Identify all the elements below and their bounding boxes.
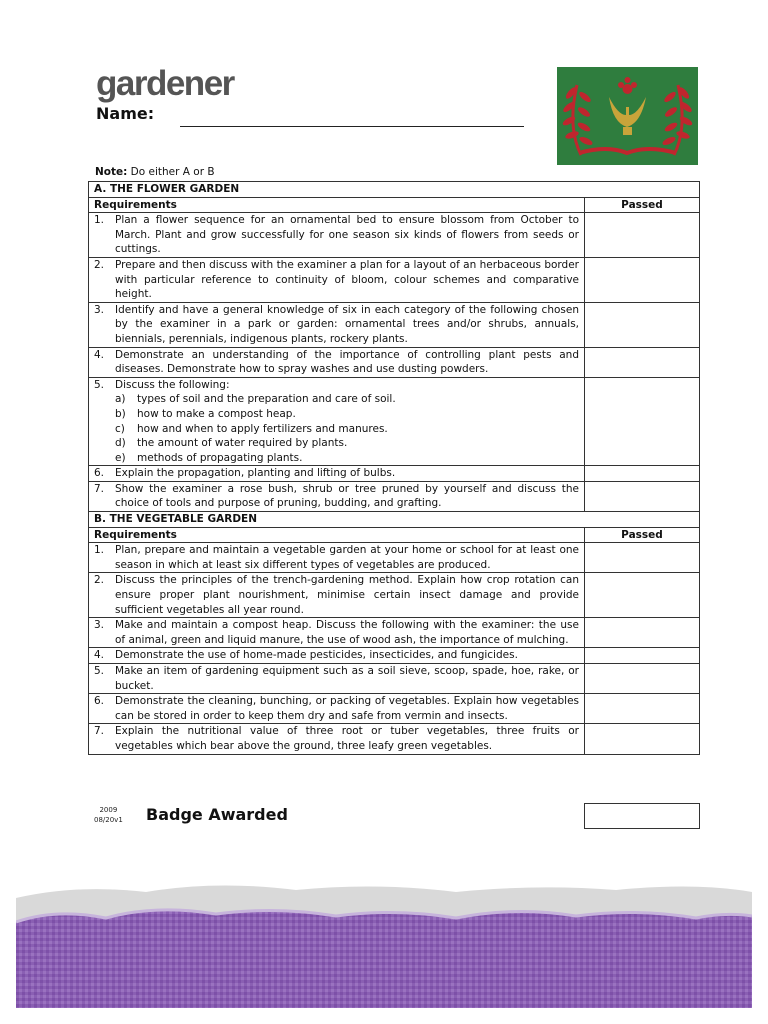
version-stamp [94,805,123,825]
sub-item-letter: b) [115,407,126,420]
requirement-number: 4. [94,649,105,662]
requirement-row [89,302,700,347]
requirement-row [89,648,700,664]
sub-item-text: types of soil and the preparation and care of soil. [137,393,396,406]
passed-cell[interactable] [585,466,700,482]
passed-cell[interactable] [585,302,700,347]
requirement-text: Make an item of gardening equipment such as a soil sieve, scoop, spade, hoe, rake, or bucket. [115,665,579,692]
sub-item-text: how to make a compost heap. [137,407,296,420]
name-label: Name: [96,104,155,123]
passed-header: Passed [585,527,700,543]
passed-cell[interactable] [585,257,700,302]
requirements-header: Requirements [89,527,585,543]
requirement-text: Explain the propagation, planting and lifting of bulbs. [115,467,396,480]
requirement-cell [89,377,585,466]
requirement-text: Plan a flower sequence for an ornamental bed to ensure blossom from October to March. Plant and grow successfully for one season six kinds of flowers from seeds or cuttings. [115,214,579,256]
header-row [89,527,700,543]
passed-cell[interactable] [585,481,700,511]
requirement-number: 1. [94,544,105,557]
requirement-row [89,618,700,648]
requirement-text: Identify and have a general knowledge of six in each category of the following chosen by the examiner in a park or garden: ornamental trees and/or shrubs, annuals, biennials, perennials, indigenous plants, rockery plants. [115,303,579,345]
version-code: 08/20v1 [94,816,123,824]
requirement-text: Plan, prepare and maintain a vegetable garden at your home or school for at least one season in which at least six different types of vegetables are produced. [115,544,579,571]
sub-item-letter: e) [115,451,126,464]
requirement-text: Show the examiner a rose bush, shrub or tree pruned by yourself and discuss the choice of tools and purpose of pruning, budding, and grafting. [115,482,579,510]
passed-cell[interactable] [585,573,700,618]
badge-awarded-box[interactable] [584,803,700,829]
requirement-number: 4. [94,348,105,361]
note [95,166,215,178]
passed-cell[interactable] [585,648,700,664]
requirement-row [89,573,700,618]
requirement-number: 1. [94,214,105,227]
requirement-number: 6. [94,695,105,708]
requirement-cell [89,618,585,648]
requirement-text: Prepare and then discuss with the examiner a plan for a layout of an herbaceous border with particular reference to continuity of bloom, colour schemes and comparative height. [115,258,579,301]
passed-cell[interactable] [585,724,700,754]
passed-cell[interactable] [585,543,700,573]
sub-item-text: the amount of water required by plants. [137,437,348,450]
requirement-number: 2. [94,258,105,271]
requirement-row [89,213,700,258]
sub-item [115,451,579,466]
badge-flag-icon [557,67,698,165]
requirement-cell [89,724,585,754]
note-text: Do either A or B [127,166,215,178]
requirement-text: Make and maintain a compost heap. Discuss the following with the examiner: the use of animal, green and liquid manure, the use of wood ash, the importance of mulching. [115,619,579,646]
sub-item-letter: a) [115,393,126,406]
name-field-line[interactable] [180,126,524,127]
requirement-row [89,347,700,377]
sub-item [115,407,579,422]
requirement-row [89,377,700,466]
passed-cell[interactable] [585,694,700,724]
passed-header: Passed [585,197,700,213]
requirement-number: 5. [94,665,105,677]
requirement-number: 2. [94,574,105,587]
sub-item-letter: d) [115,437,126,450]
passed-cell[interactable] [585,347,700,377]
requirement-cell [89,573,585,618]
section-title-row [89,182,700,198]
requirement-cell [89,694,585,724]
requirement-cell [89,481,585,511]
requirement-text: Explain the nutritional value of three root or tuber vegetables, three fruits or vegetables which bear above the ground, three leafy green vegetables. [115,725,579,752]
requirement-cell [89,543,585,573]
requirement-number: 3. [94,303,105,316]
sub-item-letter: c) [115,422,125,435]
requirement-row [89,724,700,754]
requirement-row [89,694,700,724]
requirement-cell [89,257,585,302]
section-title: B. THE VEGETABLE GARDEN [89,512,700,528]
requirement-cell [89,648,585,664]
requirement-cell [89,466,585,482]
requirement-text: Demonstrate the use of home-made pesticides, insecticides, and fungicides. [115,649,518,662]
logo: gardener [96,64,234,103]
requirement-cell [89,213,585,258]
sub-item [115,436,579,451]
requirement-text: Demonstrate the cleaning, bunching, or packing of vegetables. Explain how vegetables can be stored in order to keep them dry and safe from vermin and insects. [115,695,579,722]
sub-item [115,392,579,407]
requirement-cell [89,347,585,377]
requirement-row [89,543,700,573]
requirement-number: 6. [94,467,105,480]
purple-fabric-strip-icon [16,878,752,1008]
requirement-row [89,257,700,302]
requirement-number: 3. [94,619,105,632]
version-year: 2009 [99,806,118,814]
badge-awarded-label: Badge Awarded [146,805,288,824]
header-row [89,197,700,213]
section-title: A. THE FLOWER GARDEN [89,182,700,198]
requirement-number: 7. [94,482,105,495]
passed-cell[interactable] [585,377,700,466]
passed-cell[interactable] [585,618,700,648]
sub-item-text: methods of propagating plants. [137,451,303,464]
requirement-number: 7. [94,725,105,738]
requirement-text: Discuss the principles of the trench-gardening method. Explain how crop rotation can ensure proper plant nourishment, minimise certain insect damage and provide sufficient vegetables all year round. [115,574,579,616]
requirements-table [88,181,700,755]
passed-cell[interactable] [585,664,700,694]
requirement-cell [89,664,585,694]
sub-item [115,422,579,437]
passed-cell[interactable] [585,213,700,258]
requirement-number: 5. [94,378,105,391]
requirements-header: Requirements [89,197,585,213]
requirement-row [89,664,700,694]
note-label: Note: [95,166,128,178]
requirement-text: Discuss the following: [115,378,230,391]
requirement-row [89,466,700,482]
section-title-row [89,512,700,528]
requirement-row [89,481,700,511]
sub-item-text: how and when to apply fertilizers and manures. [137,422,388,435]
requirement-text: Demonstrate an understanding of the importance of controlling plant pests and diseases. Demonstrate how to spray washes and use dusting powders. [115,348,579,376]
requirement-cell [89,302,585,347]
